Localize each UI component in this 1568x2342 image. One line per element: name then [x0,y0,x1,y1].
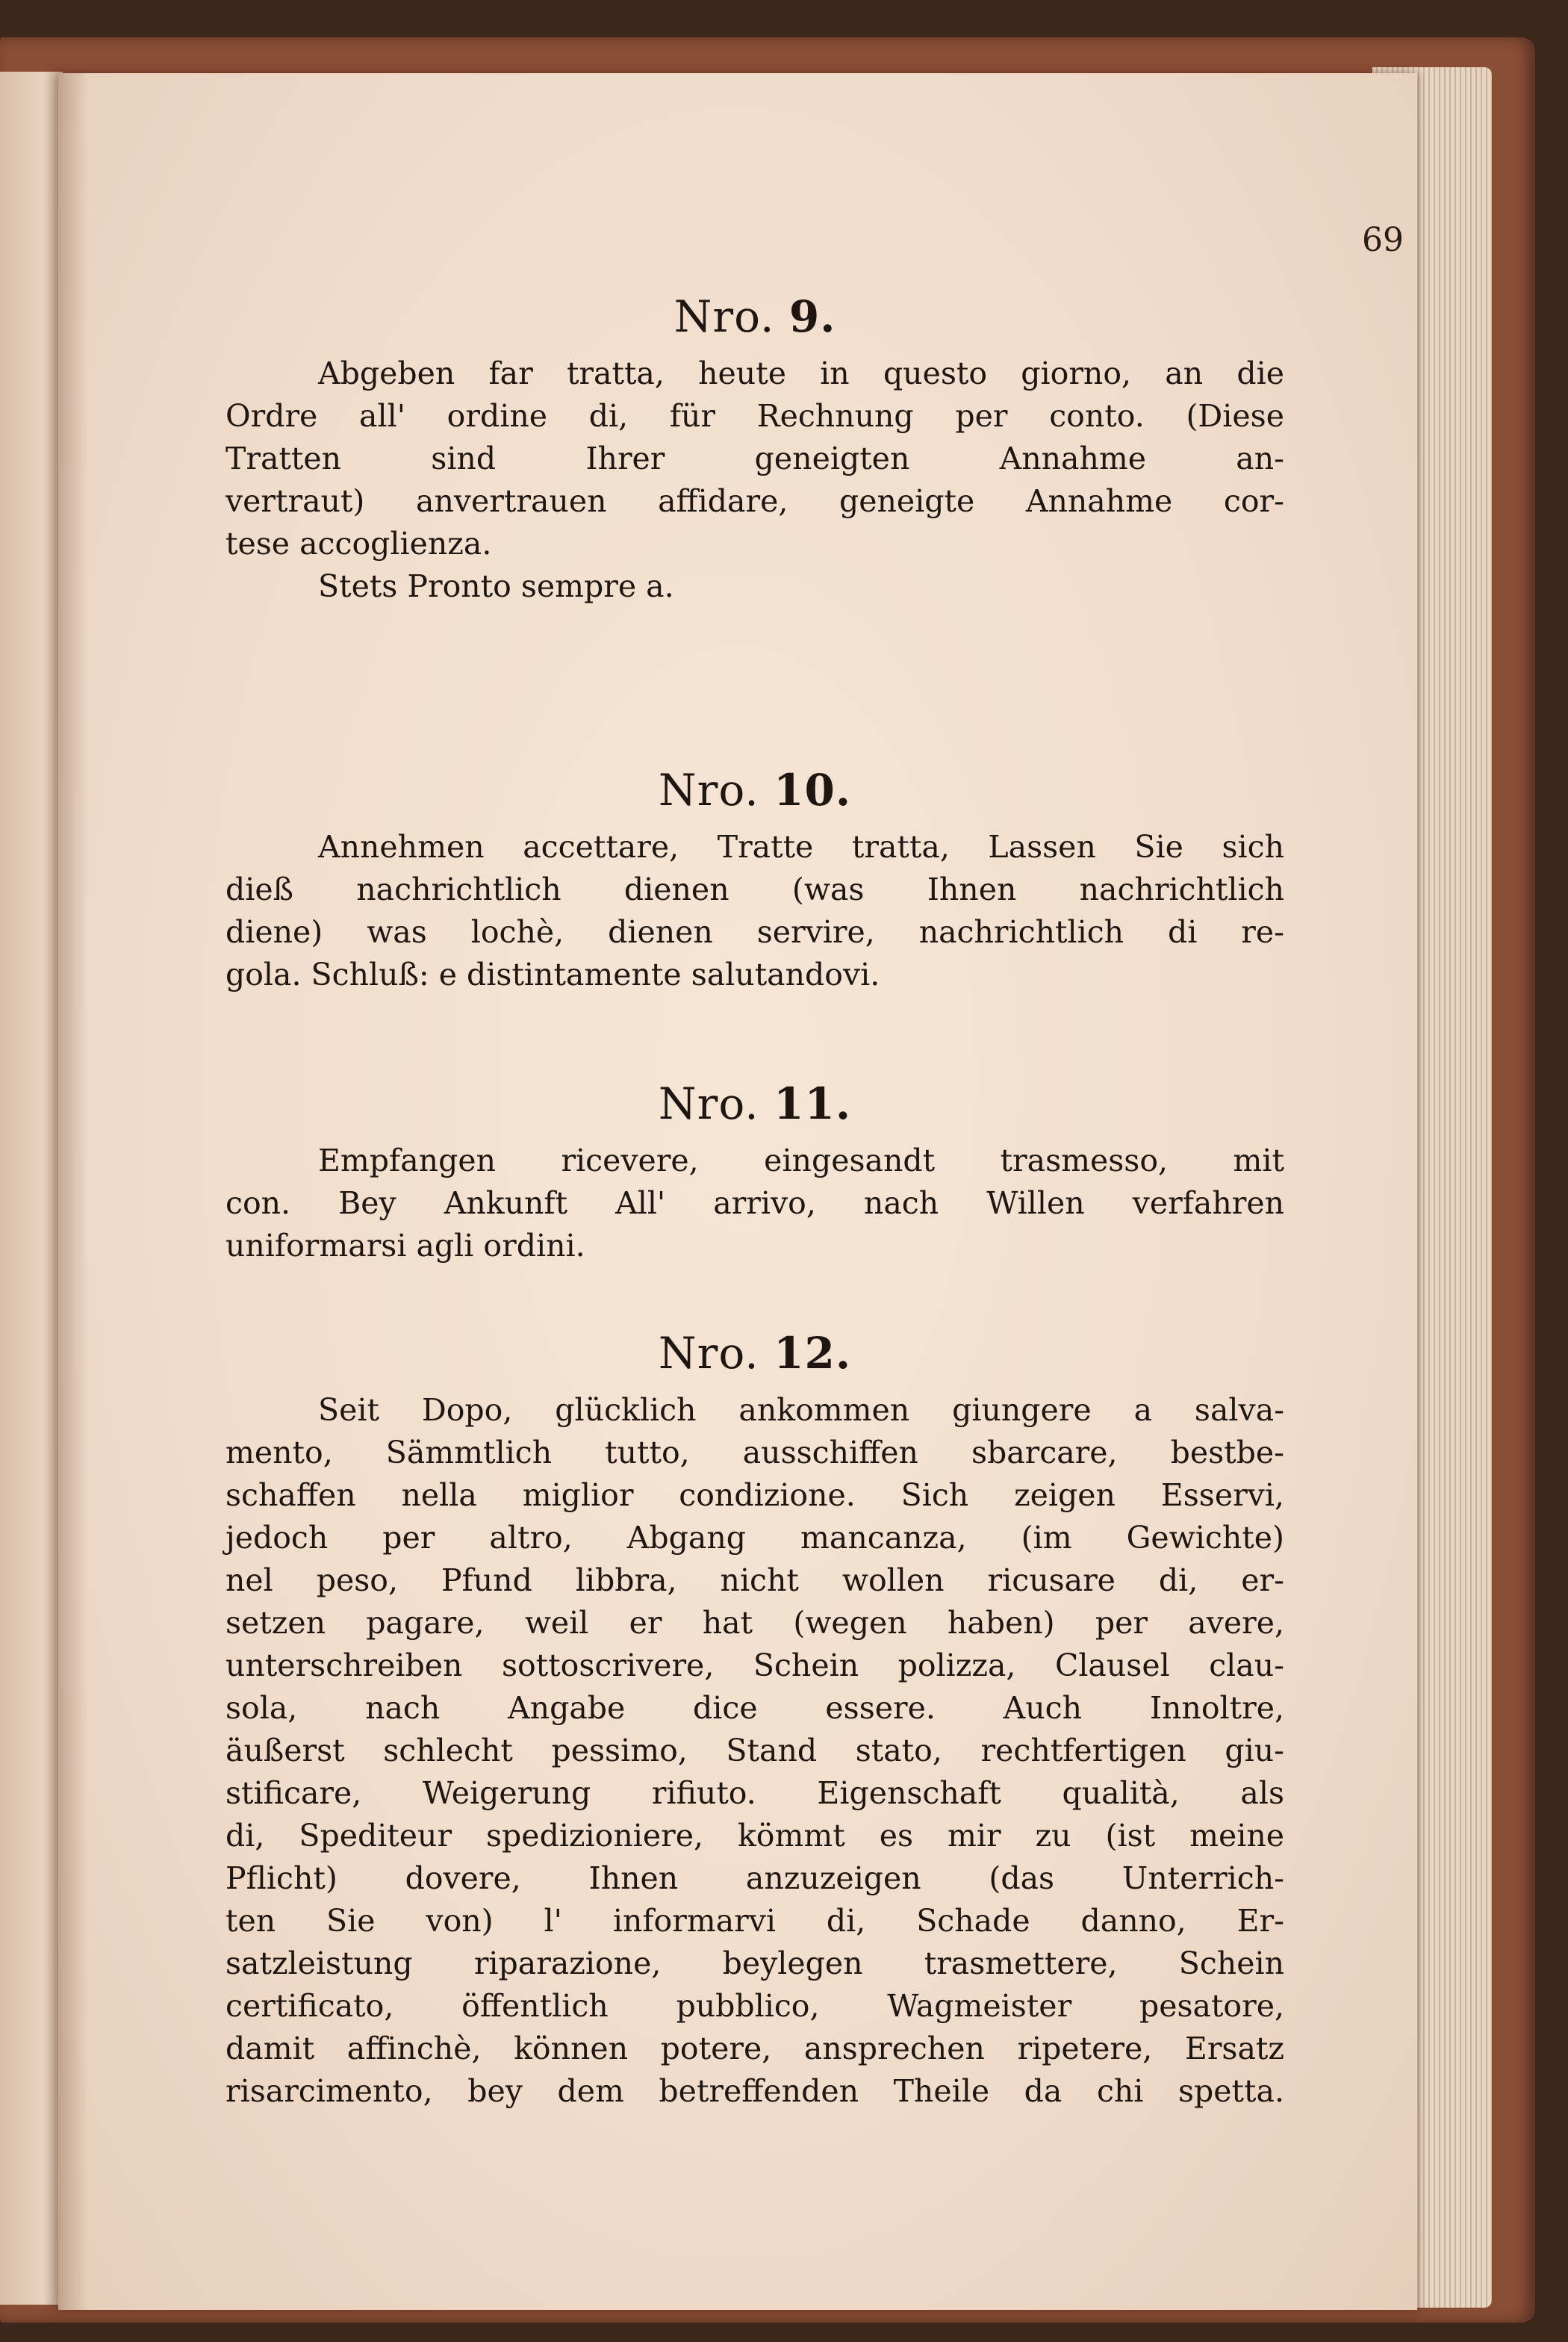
text-line: uniformarsi agli ordini. [225,1228,585,1264]
heading-number: 9. [788,291,836,342]
text-line: sola, nach Angabe dice essere. Auch Innoltre, [225,1690,1284,1726]
section-paragraph [225,1389,1284,2113]
text-line: Ordre all' ordine di, für Rechnung per conto. (Diese [225,398,1284,434]
line-text: Abgeben far tratta, heute in questo giorno, an die [318,355,1284,391]
text-line: vertraut) anvertrauen affidare, geneigte Annahme cor- [225,483,1284,519]
text-line: gola. Schluß: e distintamente salutandovi. [225,957,880,993]
text-line: tese accoglienza. [225,526,492,562]
text-line [225,1389,1284,1432]
line-text: Empfangen ricevere, eingesandt trasmesso, mit [318,1143,1284,1178]
section-heading [225,291,1284,342]
text-line: ten Sie von) l' informarvi di, Schade danno, Er- [225,1903,1284,1939]
text-line [225,352,1284,395]
text-line: setzen pagare, weil er hat (wegen haben) per avere, [225,1605,1284,1641]
text-line: mento, Sämmtlich tutto, ausschiffen sbarcare, bestbe- [225,1435,1284,1470]
line-text: Annehmen accettare, Tratte tratta, Lassen Sie sich [318,829,1284,865]
text-line: con. Bey Ankunft All' arrivo, nach Willen verfahren [225,1185,1284,1221]
text-line: stificare, Weigerung rifiuto. Eigenschaft qualità, als [225,1775,1284,1811]
heading-prefix: Nro. [658,1078,759,1129]
heading-prefix: Nro. [658,1328,759,1379]
text-line: dieß nachrichtlich dienen (was Ihnen nachrichtlich [225,872,1284,907]
heading-number: 10. [774,765,852,816]
line-text: Stets Pronto sempre a. [318,568,674,604]
section-heading [225,1328,1284,1379]
text-line: schaffen nella miglior condizione. Sich zeigen Esservi, [225,1477,1284,1513]
book-page [58,73,1417,2310]
text-line: Pflicht) dovere, Ihnen anzuzeigen (das Unterrich- [225,1860,1284,1896]
text-line [225,565,1284,608]
text-line: jedoch per altro, Abgang mancanza, (im Gewichte) [225,1520,1284,1556]
section-heading [225,765,1284,816]
heading-prefix: Nro. [658,765,759,816]
text-line: nel peso, Pfund libbra, nicht wollen ricusare di, er- [225,1562,1284,1598]
section-paragraph [225,1140,1284,1267]
heading-number: 12. [774,1328,852,1379]
heading-prefix: Nro. [673,291,775,342]
text-line: diene) was lochè, dienen servire, nachrichtlich di re- [225,914,1284,950]
section-paragraph [225,352,1284,608]
section-heading [225,1078,1284,1129]
text-line: äußerst schlecht pessimo, Stand stato, rechtfertigen giu- [225,1733,1284,1768]
text-line: di, Spediteur spedizioniere, kömmt es mir zu (ist meine [225,1818,1284,1854]
text-line: damit affinchè, können potere, ansprechen ripetere, Ersatz [225,2031,1284,2066]
line-text: Seit Dopo, glücklich ankommen giungere a salva- [318,1392,1284,1428]
section-paragraph [225,826,1284,996]
left-page-edge [0,72,63,2305]
text-line: satzleistung riparazione, beylegen trasmettere, Schein [225,1945,1284,1981]
text-line: unterschreiben sottoscrivere, Schein polizza, Clausel clau- [225,1647,1284,1683]
text-line: risarcimento, bey dem betreffenden Theile da chi spetta. [225,2073,1284,2109]
page-gutter [58,73,88,2310]
text-line [225,1140,1284,1182]
text-line: Tratten sind Ihrer geneigten Annahme an- [225,441,1284,476]
page-number: 69 [1362,221,1404,259]
heading-number: 11. [774,1078,852,1129]
text-line [225,826,1284,869]
text-line: certificato, öffentlich pubblico, Wagmeister pesatore, [225,1988,1284,2024]
